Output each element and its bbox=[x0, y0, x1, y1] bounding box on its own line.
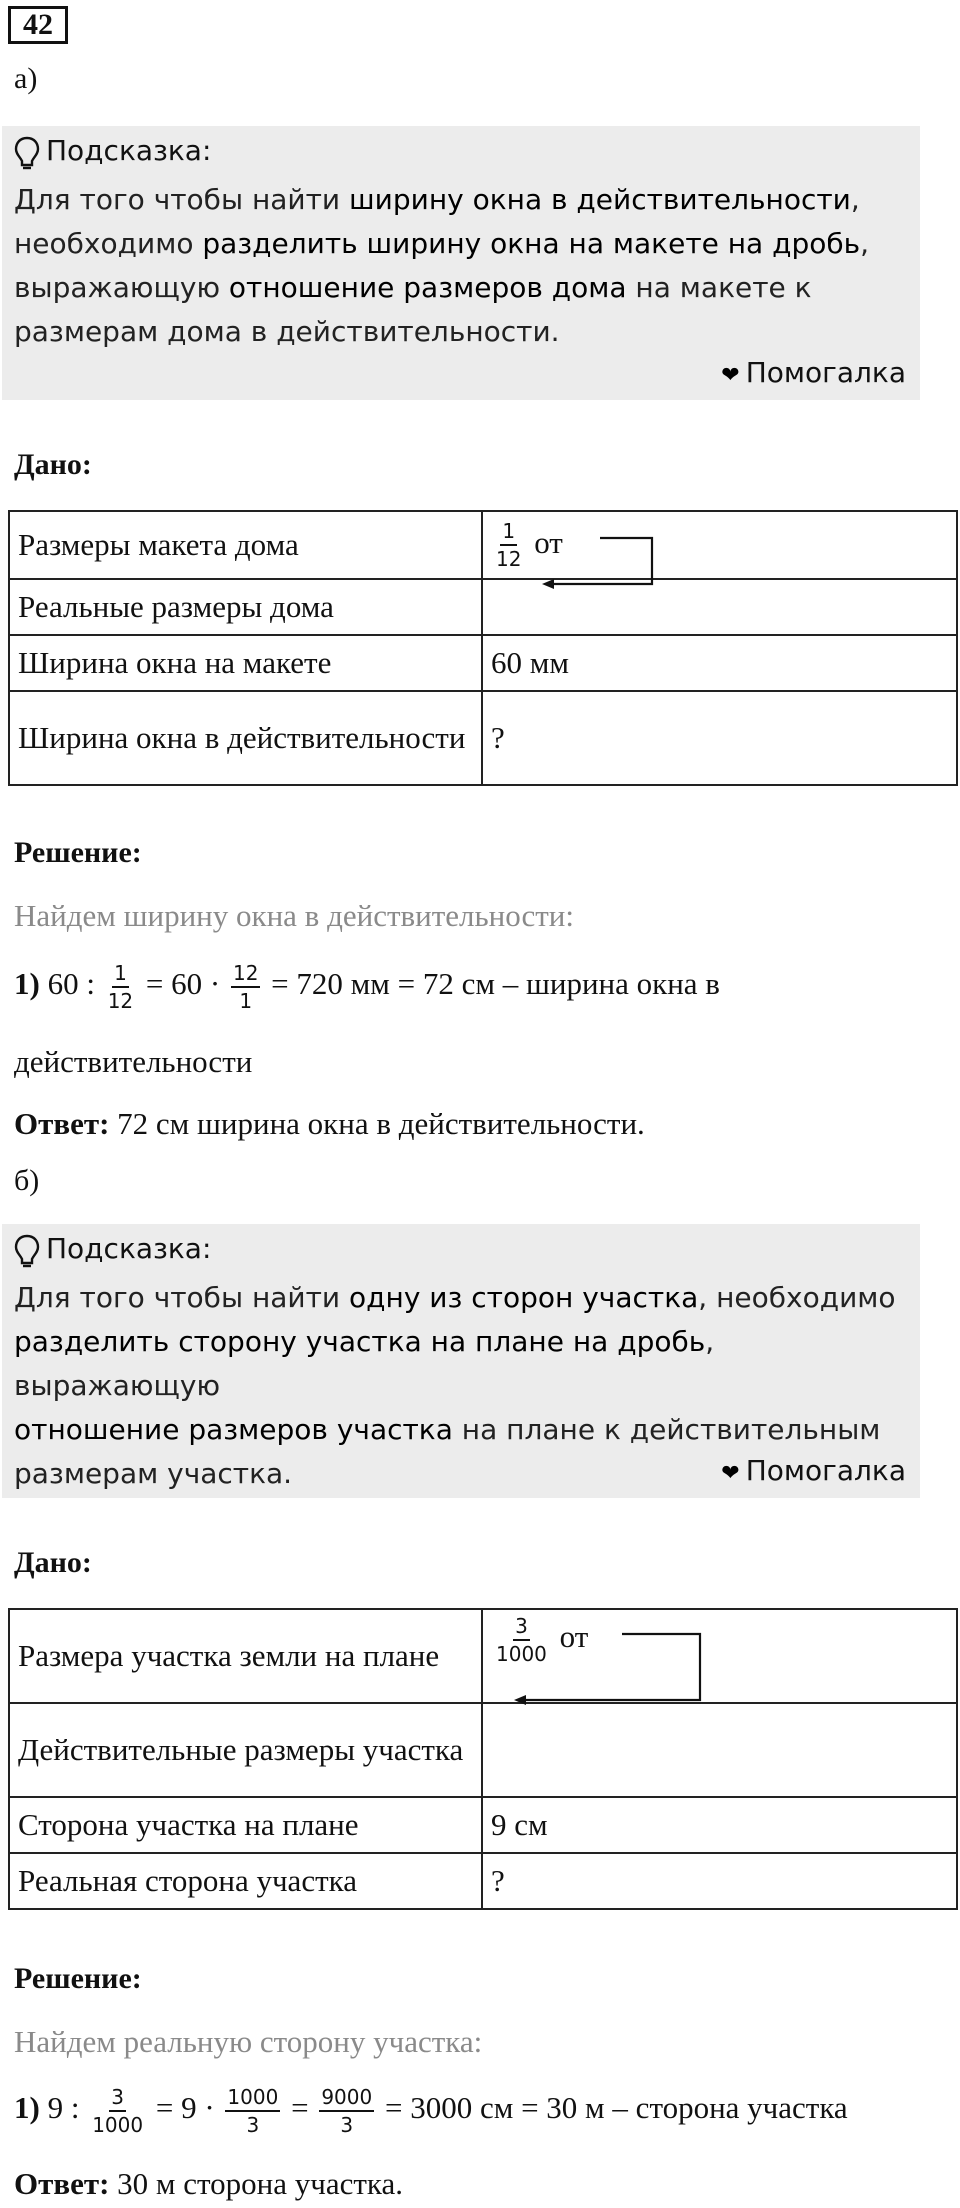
table-cell: 9 см bbox=[482, 1797, 957, 1853]
relation-arrow bbox=[512, 1628, 708, 1708]
solution-step: 1) 9 : $\frac{3}{1000}$ = 9 · $\frac{1000}{3}$ = $\frac{9000}{3}$ = 3000 см = 30 м – сторона участка bbox=[14, 2085, 848, 2137]
table-cell: $\frac{3}{1000}$ от bbox=[482, 1609, 957, 1703]
hint-text: Для того чтобы найти одну из сторон участка, необходимо разделить сторону участка на плане на дробь, выражающую отношение размеров участка на плане к действительным размерам участка. bbox=[14, 1281, 896, 1490]
table-cell: ? bbox=[482, 691, 957, 785]
heart-icon: ❤ bbox=[721, 1461, 740, 1486]
table-cell: $\frac{1}{12}$ от bbox=[482, 511, 957, 579]
part-a-label: а) bbox=[14, 62, 38, 95]
given-table bbox=[8, 510, 958, 786]
source-link[interactable]: ❤ Помогалка bbox=[721, 1454, 906, 1487]
answer: Ответ: 72 см ширина окна в действительности. bbox=[14, 1106, 645, 1141]
hint-title: Подсказка: bbox=[46, 1232, 212, 1265]
hint-box-a bbox=[2, 126, 920, 400]
relation-arrow bbox=[540, 532, 660, 592]
given-table bbox=[8, 1608, 958, 1910]
table-cell: Ширина окна в действительности bbox=[9, 691, 482, 785]
fraction: $\frac{12}{1}$ bbox=[232, 961, 259, 1013]
fraction: $\frac{3}{1000}$ bbox=[496, 1613, 547, 1666]
solution-intro: Найдем реальную сторону участка: bbox=[14, 2024, 483, 2059]
heart-icon: ❤ bbox=[721, 363, 740, 388]
fraction: $\frac{1}{12}$ bbox=[107, 961, 134, 1013]
table-cell: Реальная сторона участка bbox=[9, 1853, 482, 1909]
given-heading: Дано: bbox=[14, 448, 92, 481]
table-cell: 60 мм bbox=[482, 635, 957, 691]
lightbulb-icon bbox=[14, 136, 40, 177]
fraction: $\frac{9000}{3}$ bbox=[321, 2085, 373, 2137]
solution-step-cont: действительности bbox=[14, 1044, 253, 1079]
solution-heading: Решение: bbox=[14, 1962, 142, 1995]
given-heading: Дано: bbox=[14, 1546, 92, 1579]
part-b-label: б) bbox=[14, 1164, 40, 1197]
lightbulb-icon bbox=[14, 1234, 40, 1275]
solution-step: 1) 60 : $\frac{1}{12}$ = 60 · $\frac{12}{1}$ = 720 мм = 72 см – ширина окна в bbox=[14, 961, 720, 1013]
hint-box-b bbox=[2, 1224, 920, 1498]
table-cell bbox=[482, 1703, 957, 1797]
hint-title: Подсказка: bbox=[46, 134, 212, 167]
solution-heading: Решение: bbox=[14, 836, 142, 869]
task-number: 42 bbox=[8, 6, 68, 44]
hint-text: Для того чтобы найти ширину окна в действительности, необходимо разделить ширину окна на макете на дробь, выражающую отношение размеров дома на макете к размерам дома в действительности. bbox=[14, 183, 870, 348]
table-cell: Размеры макета дома bbox=[9, 511, 482, 579]
table-cell: ? bbox=[482, 1853, 957, 1909]
fraction: $\frac{1000}{3}$ bbox=[227, 2085, 279, 2137]
fraction: $\frac{1}{12}$ bbox=[496, 519, 522, 572]
answer: Ответ: 30 м сторона участка. bbox=[14, 2166, 404, 2201]
table-cell: Действительные размеры участка bbox=[9, 1703, 482, 1797]
table-cell: Ширина окна на макете bbox=[9, 635, 482, 691]
table-cell: Размера участка земли на плане bbox=[9, 1609, 482, 1703]
table-cell: Реальные размеры дома bbox=[9, 579, 482, 635]
fraction: $\frac{3}{1000}$ bbox=[92, 2085, 144, 2137]
source-link[interactable]: ❤ Помогалка bbox=[721, 356, 906, 389]
solution-intro: Найдем ширину окна в действительности: bbox=[14, 898, 575, 933]
table-cell: Сторона участка на плане bbox=[9, 1797, 482, 1853]
